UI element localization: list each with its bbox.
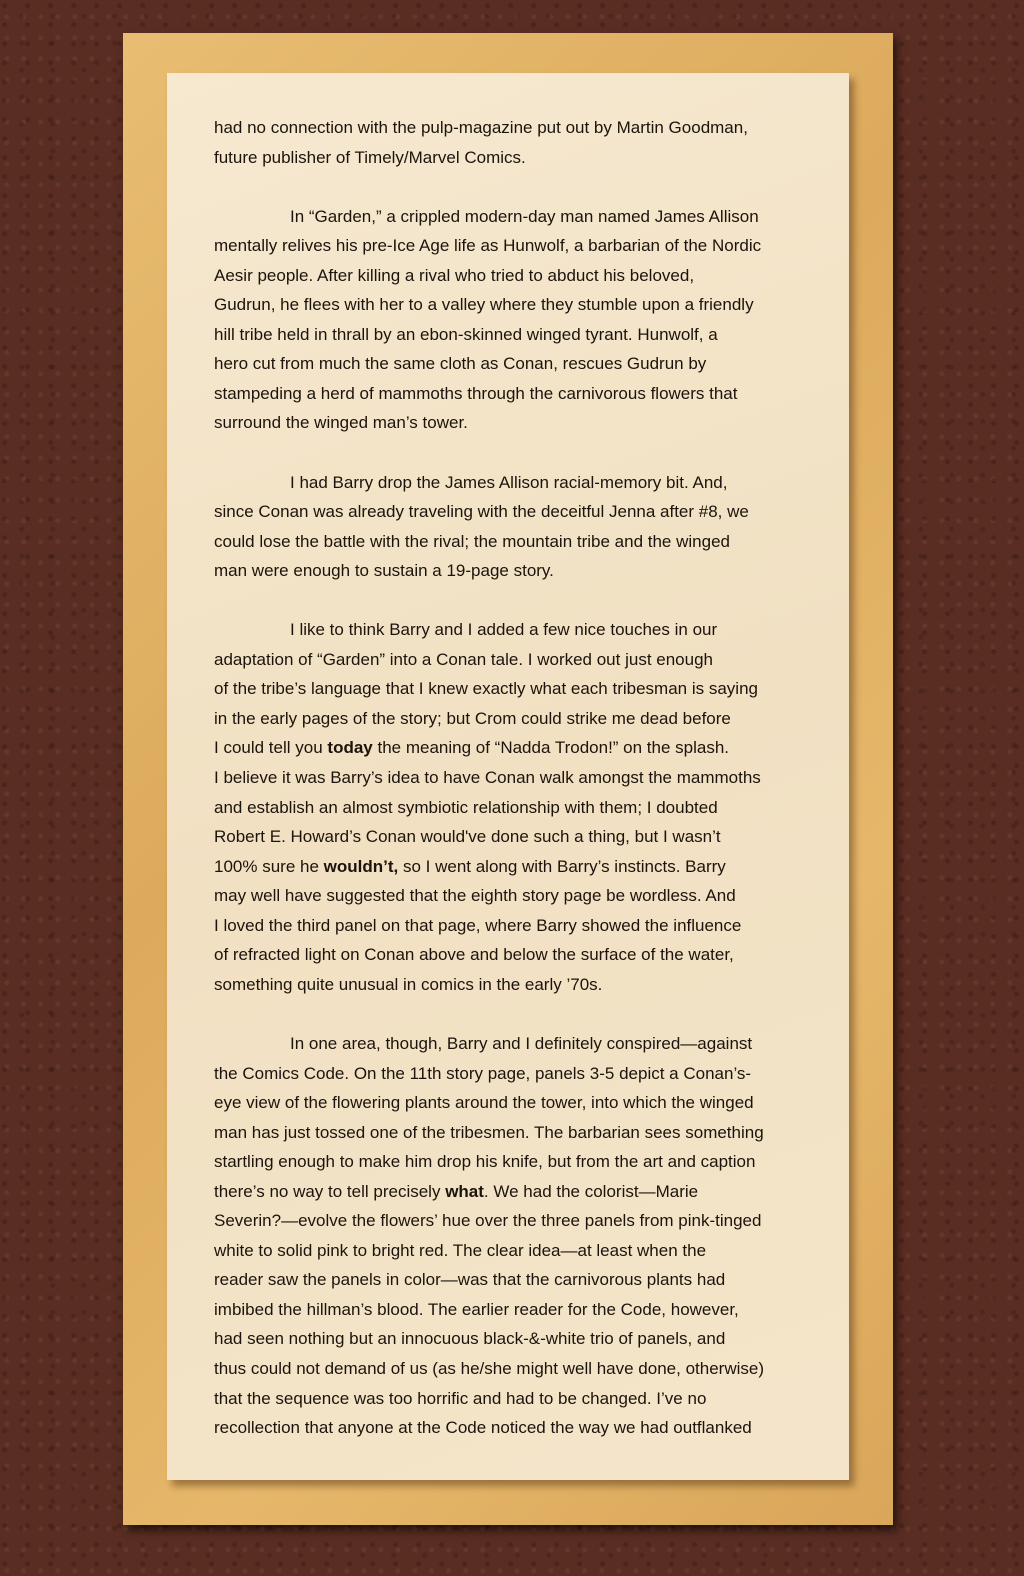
text-segment: of the tribe’s language that I knew exactly what each tribesman is saying	[214, 679, 758, 699]
paragraph	[214, 615, 814, 999]
text-line	[214, 1236, 814, 1266]
text-line	[214, 290, 814, 320]
text-segment: in the early pages of the story; but Crom could strike me dead before	[214, 708, 731, 728]
text-line	[214, 763, 814, 793]
text-line	[214, 793, 814, 823]
text-line	[214, 379, 814, 409]
text-line	[214, 556, 814, 586]
text-line	[214, 1029, 814, 1059]
text-line	[214, 497, 814, 527]
text-segment: had no connection with the pulp-magazine put out by Martin Goodman,	[214, 118, 748, 137]
text-line	[214, 674, 814, 704]
text-line	[214, 1177, 814, 1207]
text-segment: hero cut from much the same cloth as Conan, rescues Gudrun by	[214, 354, 707, 374]
text-segment: In “Garden,” a crippled modern-day man named James Allison	[290, 206, 759, 226]
text-segment: I could tell you	[214, 738, 328, 758]
text-segment: man has just tossed one of the tribesmen. The barbarian sees something	[214, 1122, 764, 1142]
text-segment: the Comics Code. On the 11th story page, panels 3-5 depict a Conan’s-	[214, 1063, 752, 1083]
text-segment: could lose the battle with the rival; the mountain tribe and the winged	[214, 531, 730, 551]
text-segment: reader saw the panels in color—was that the carnivorous plants had	[214, 1270, 726, 1290]
text-line	[214, 733, 814, 763]
text-segment: hill tribe held in thrall by an ebon-skinned winged tyrant. Hunwolf, a	[214, 324, 718, 344]
text-segment: Aesir people. After killing a rival who tried to abduct his beloved,	[214, 265, 695, 285]
text-segment: imbibed the hillman’s blood. The earlier reader for the Code, however,	[214, 1299, 739, 1319]
text-line	[214, 645, 814, 675]
text-segment: and establish an almost symbiotic relationship with them; I doubted	[214, 797, 718, 817]
text-segment: I had Barry drop the James Allison racial-memory bit. And,	[290, 472, 728, 492]
text-line	[214, 970, 814, 1000]
text-line	[214, 1413, 814, 1443]
text-line	[214, 704, 814, 734]
text-line	[214, 615, 814, 645]
paper-panel	[167, 73, 849, 1480]
text-segment: eye view of the flowering plants around the tower, into which the winged	[214, 1093, 754, 1113]
text-segment: stampeding a herd of mammoths through the carnivorous flowers that	[214, 383, 738, 403]
text-line	[214, 527, 814, 557]
text-line	[214, 1354, 814, 1384]
text-segment: had seen nothing but an innocuous black-&-white trio of panels, and	[214, 1329, 726, 1349]
text-segment: I believe it was Barry’s idea to have Conan walk amongst the mammoths	[214, 768, 761, 788]
text-segment: I loved the third panel on that page, where Barry showed the influence	[214, 915, 742, 935]
text-segment: thus could not demand of us (as he/she might well have done, otherwise)	[214, 1358, 764, 1378]
text-line	[214, 408, 814, 438]
text-line	[214, 320, 814, 350]
paragraph-gap	[214, 438, 814, 468]
text-line	[214, 1384, 814, 1414]
text-segment: something quite unusual in comics in the early ’70s.	[214, 974, 603, 994]
text-segment: that the sequence was too horrific and had to be changed. I’ve no	[214, 1388, 707, 1408]
text-segment: Severin?—evolve the flowers’ hue over the three panels from pink-tinged	[214, 1211, 762, 1231]
text-line	[214, 911, 814, 941]
text-segment: since Conan was already traveling with the deceitful Jenna after #8, we	[214, 502, 749, 522]
text-segment: man were enough to sustain a 19-page story.	[214, 561, 554, 581]
article-body	[214, 113, 814, 1443]
text-line	[214, 1295, 814, 1325]
text-line	[214, 852, 814, 882]
emphasized-text: what	[445, 1181, 484, 1201]
text-segment: surround the winged man’s tower.	[214, 413, 468, 433]
text-segment: I like to think Barry and I added a few nice touches in our	[290, 620, 718, 640]
text-line	[214, 231, 814, 261]
text-segment: of refracted light on Conan above and below the surface of the water,	[214, 945, 734, 965]
paragraph-gap	[214, 586, 814, 616]
text-line	[214, 113, 814, 143]
text-line	[214, 468, 814, 498]
text-segment: 100% sure he	[214, 856, 324, 876]
text-line	[214, 1059, 814, 1089]
text-segment: . We had the colorist—Marie	[483, 1181, 699, 1201]
text-segment: so I went along with Barry’s instincts. Barry	[398, 856, 726, 876]
gold-frame	[123, 33, 893, 1525]
text-segment: future publisher of Timely/Marvel Comics.	[214, 147, 526, 167]
text-segment: adaptation of “Garden” into a Conan tale. I worked out just enough	[214, 649, 713, 669]
text-line	[214, 940, 814, 970]
paragraph	[214, 1029, 814, 1443]
text-segment: the meaning of “Nadda Trodon!” on the splash.	[372, 738, 730, 758]
text-line	[214, 1265, 814, 1295]
text-segment: startling enough to make him drop his knife, but from the art and caption	[214, 1152, 756, 1172]
text-segment: recollection that anyone at the Code noticed the way we had outflanked	[214, 1418, 752, 1438]
paragraph-gap	[214, 172, 814, 202]
text-segment: Gudrun, he flees with her to a valley where they stumble upon a friendly	[214, 295, 754, 315]
text-line	[214, 202, 814, 232]
emphasized-text: wouldn’t,	[323, 856, 399, 876]
text-line	[214, 1206, 814, 1236]
paragraph	[214, 113, 814, 172]
text-line	[214, 349, 814, 379]
text-line	[214, 1088, 814, 1118]
text-line	[214, 261, 814, 291]
text-line	[214, 143, 814, 173]
text-line	[214, 1147, 814, 1177]
text-line	[214, 1118, 814, 1148]
emphasized-text: today	[327, 738, 373, 758]
text-line	[214, 881, 814, 911]
text-segment: there’s no way to tell precisely	[214, 1181, 446, 1201]
paragraph	[214, 468, 814, 586]
text-line	[214, 1324, 814, 1354]
text-segment: Robert E. Howard’s Conan would've done such a thing, but I wasn’t	[214, 827, 721, 847]
text-segment: white to solid pink to bright red. The clear idea—at least when the	[214, 1240, 707, 1260]
text-segment: In one area, though, Barry and I definitely conspired—against	[290, 1033, 753, 1053]
paragraph	[214, 202, 814, 438]
text-segment: may well have suggested that the eighth story page be wordless. And	[214, 886, 736, 906]
text-segment: mentally relives his pre-Ice Age life as Hunwolf, a barbarian of the Nordic	[214, 236, 762, 256]
paragraph-gap	[214, 999, 814, 1029]
text-line	[214, 822, 814, 852]
